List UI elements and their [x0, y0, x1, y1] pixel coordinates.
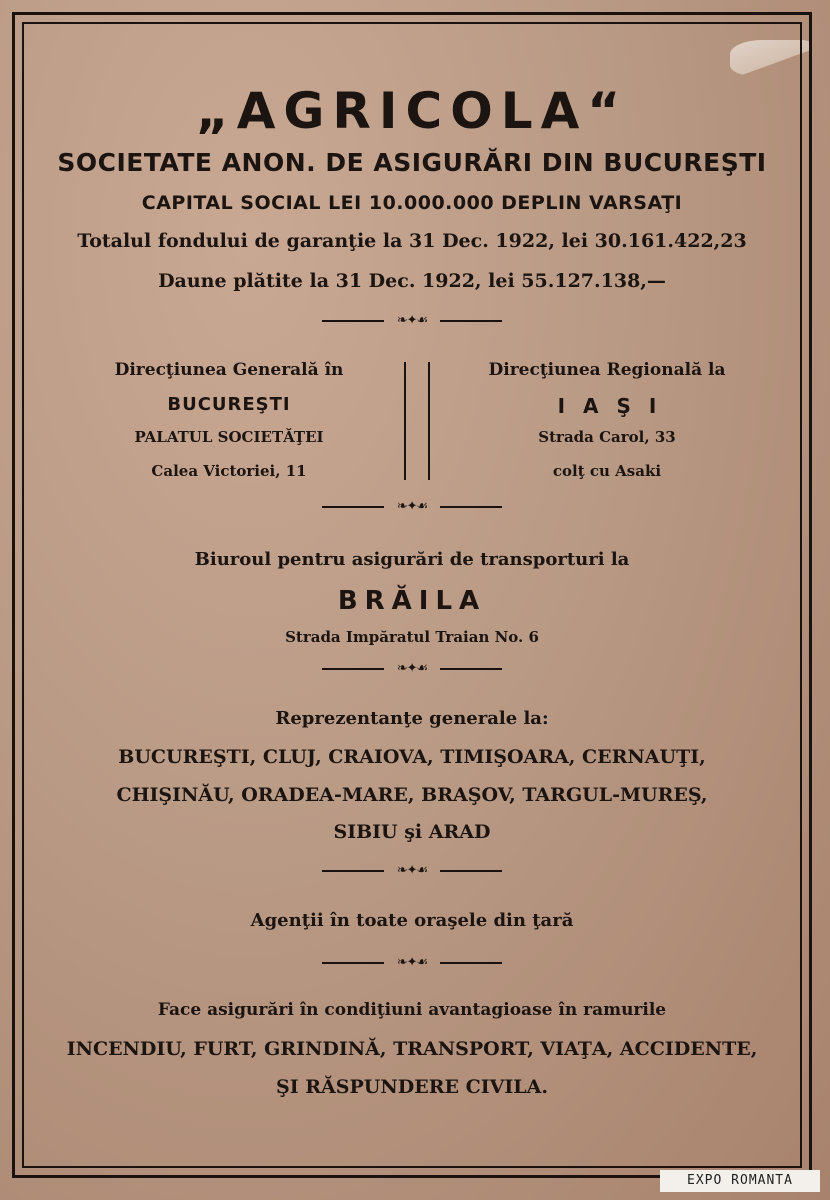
ornament-icon: ❧✦☙ [396, 661, 428, 676]
company-subtitle: SOCIETATE ANON. DE ASIGURĂRI DIN BUCUREŞTI [57, 148, 767, 177]
services-list-2: ŞI RĂSPUNDERE CIVILA. [276, 1076, 548, 1098]
transport-office-label: Biuroul pentru asigurări de transporturi la [194, 549, 630, 570]
general-direction-block [64, 360, 394, 492]
general-direction-address: Calea Victoriei, 11 [151, 462, 307, 480]
ornament-divider [322, 864, 502, 878]
ornament-divider [322, 500, 502, 514]
column-divider-left [404, 362, 406, 480]
ornament-icon: ❧✦☙ [396, 863, 428, 878]
ornament-divider [322, 662, 502, 676]
ornament-icon: ❧✦☙ [396, 499, 428, 514]
ornament-icon: ❧✦☙ [396, 313, 428, 328]
services-list-1: INCENDIU, FURT, GRINDINĂ, TRANSPORT, VIAŢA, ACCIDENTE, [66, 1038, 758, 1060]
watermark-label: EXPO ROMANTA [660, 1170, 820, 1192]
representations-cities-1: BUCUREŞTI, CLUJ, CRAIOVA, TIMIŞOARA, CERNAUŢI, [118, 746, 706, 768]
services-intro: Face asigurări în condiţiuni avantagioase în ramurile [157, 1000, 667, 1020]
transport-office-city: BRĂILA [337, 586, 487, 616]
transport-office-address: Strada Impăratul Traian No. 6 [285, 628, 539, 646]
regional-direction-street: Strada Carol, 33 [538, 428, 676, 446]
regional-direction-label: Direcţiunea Regională la [488, 360, 726, 380]
company-title: „AGRICOLA“ [195, 82, 629, 140]
ornament-icon: ❧✦☙ [396, 955, 428, 970]
guarantee-line: Totalul fondului de garanţie la 31 Dec. 1922, lei 30.161.422,23 [77, 230, 747, 252]
agencies-line: Agenţii în toate oraşele din ţară [250, 910, 574, 931]
column-divider-right [428, 362, 430, 480]
capital-line: CAPITAL SOCIAL LEI 10.000.000 DEPLIN VARSAŢI [141, 192, 683, 214]
representations-cities-2: CHIŞINĂU, ORADEA-MARE, BRAŞOV, TARGUL-MUREŞ, [116, 784, 708, 806]
general-direction-city: BUCUREŞTI [167, 394, 291, 415]
ornament-divider [322, 956, 502, 970]
regional-direction-corner: colţ cu Asaki [552, 462, 662, 480]
damages-line: Daune plătite la 31 Dec. 1922, lei 55.127.138,— [158, 270, 666, 292]
regional-direction-block [442, 360, 772, 492]
general-direction-building: PALATUL SOCIETĂŢEI [134, 428, 324, 446]
advertisement-content [24, 24, 800, 1166]
representations-cities-3: SIBIU şi ARAD [333, 821, 491, 843]
representations-heading: Reprezentanţe generale la: [275, 708, 549, 729]
ornament-divider [322, 314, 502, 328]
general-direction-label: Direcţiunea Generală în [114, 360, 344, 380]
regional-direction-city: IAŞI [557, 394, 675, 418]
